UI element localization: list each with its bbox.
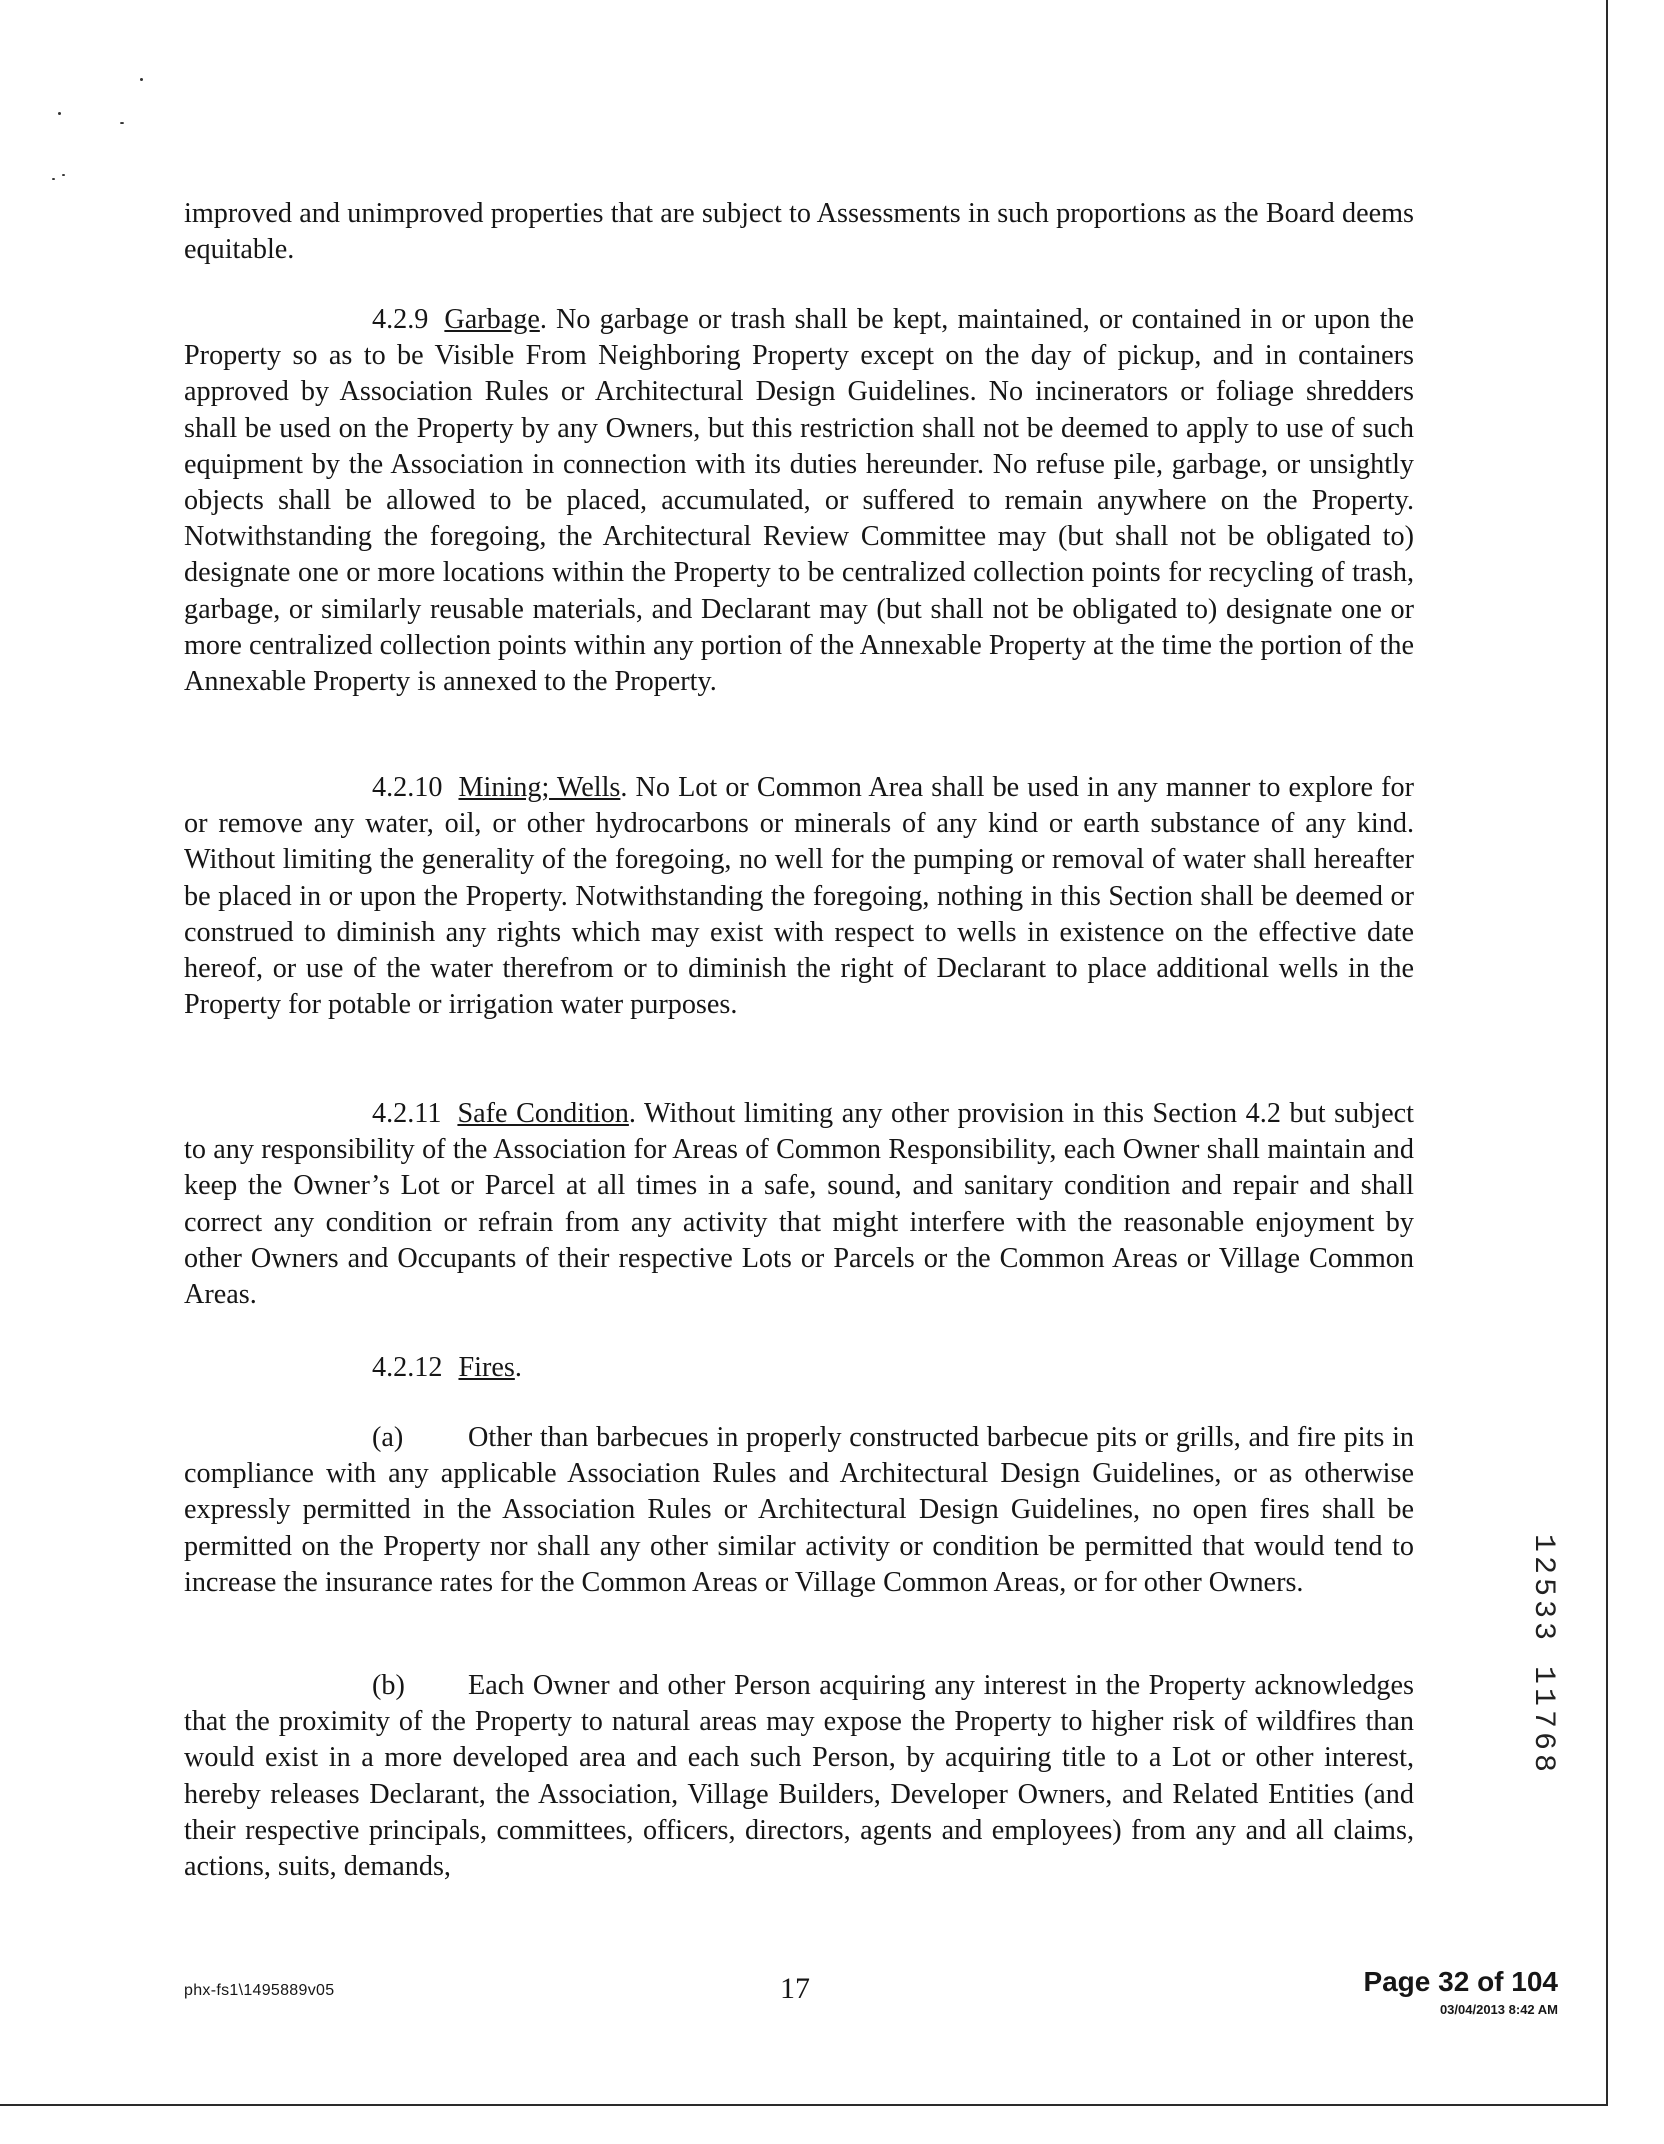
subsection-label: (a) [372,1422,404,1453]
section-number: 4.2.11 [372,1098,442,1129]
section-number: 4.2.10 [372,772,443,803]
scan-edge-line [1606,0,1608,2104]
recording-number-stamp: 12533 11768 [1526,1534,1560,1777]
section-heading: Mining; Wells [458,772,621,803]
section-text: . No garbage or trash shall be kept, maintained, or contained in or upon the Property so as to be Visible From Neighboring Property except on the day of pickup, and in containers approved by Association Rules or Architectural Design Guidelines. No incinerators or foliage shredders shall be used on the Property by any Owners, but this restriction shall not be deemed to apply to use of such equipment by the Association in connection with its duties hereunder. No refuse pile, garbage, or unsightly objects shall be allowed to be placed, accumulated, or suffered to remain anywhere on the Property. Notwithstanding the foregoing, the Architectural Review Committee may (but shall not be obligated to) designate one or more locations within the Property to be centralized collection points for recycling of trash, garbage, or similarly reusable materials, and Declarant may (but shall not be obligated to) designate one or more centralized collection points within any portion of the Annexable Property at the time the portion of the Annexable Property is annexed to the Property. [184,304,1414,698]
scan-speck [140,78,143,81]
scan-speck [52,178,55,180]
section-text: . Without limiting any other provision in this Section 4.2 but subject to any responsibility of the Association for Areas of Common Responsibility, each Owner shall maintain and keep the Owner’s Lot or Parcel at all times in a safe, sound, and sanitary condition and repair and shall correct any condition or refrain from any activity that might interfere with the reasonable enjoyment by other Owners and Occupants of their respective Lots or Parcels or the Common Areas or Village Common Areas. [184,1098,1414,1311]
section-text: . No Lot or Common Area shall be used in any manner to explore for or remove any water, oil, or other hydrocarbons or minerals of any kind or earth substance of any kind. Without limiting the generality of the foregoing, no well for the pumping or removal of water shall hereafter be placed in or upon the Property. Notwithstanding the foregoing, nothing in this Section shall be deemed or construed to diminish any rights which may exist with respect to wells in existence on the effective date hereof, or use of the water therefrom or to diminish the right of Declarant to place additional wells in the Property for potable or irrigation water purposes. [184,772,1414,1021]
subsection-text: Other than barbecues in properly constructed barbecue pits or grills, and fire pits in compliance with any applicable Association Rules and Architectural Design Guidelines, or as otherwise expressly permitted in the Association Rules or Architectural Design Guidelines, no open fires shall be permitted on the Property nor shall any other similar activity or condition be permitted that would tend to increase the insurance rates for the Common Areas or Village Common Areas, or for other Owners. [184,1422,1414,1598]
scan-bottom-line [0,2104,1608,2106]
section-4-2-12-fires [184,1350,1414,1386]
paragraph-continuation [184,196,1414,268]
section-text: . [514,1352,522,1383]
section-4-2-9-garbage [184,302,1414,700]
paragraph-text: improved and unimproved properties that are subject to Assessments in such proportions as the Board deems equitable. [184,198,1414,266]
section-heading: Fires [458,1352,515,1383]
scan-speck [58,112,61,115]
subsection-a [184,1420,1414,1601]
recording-timestamp: 03/04/2013 8:42 AM [1439,2002,1558,2017]
scan-speck [120,122,124,124]
section-number: 4.2.9 [372,304,429,335]
footer-page-number: 17 [780,1972,810,2005]
section-4-2-11-safe-condition [184,1096,1414,1313]
page-counter: Page 32 of 104 [1363,1966,1558,1997]
subsection-text: Each Owner and other Person acquiring any interest in the Property acknowledges that the proximity of the Property to natural areas may expose the Property to higher risk of wildfires than would exist in a more developed area and each such Person, by acquiring title to a Lot or other interest, hereby releases Declarant, the Association, Village Builders, Developer Owners, and Related Entities (and their respective principals, committees, officers, directors, agents and employees) from any and all claims, actions, suits, demands, [184,1670,1414,1883]
subsection-label: (b) [372,1670,405,1701]
section-number: 4.2.12 [372,1352,443,1383]
section-heading: Garbage [444,304,540,335]
footer-document-id: phx-fs1\1495889v05 [184,1982,335,1999]
scan-speck [62,174,65,176]
section-4-2-10-mining [184,770,1414,1023]
subsection-b [184,1668,1414,1885]
section-heading: Safe Condition [457,1098,629,1129]
